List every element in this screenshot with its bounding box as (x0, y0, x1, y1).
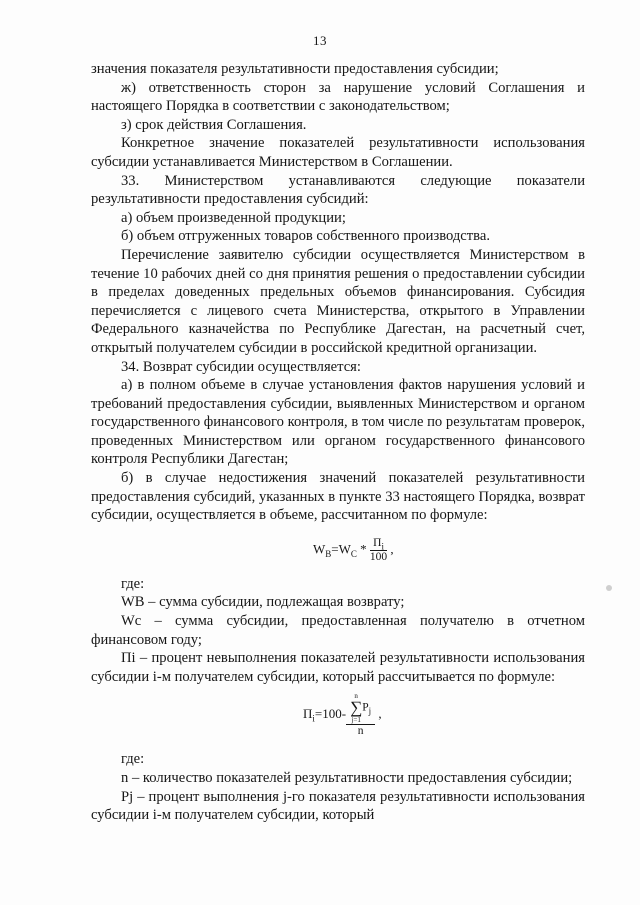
formula-nonfulfillment-fraction: n ∑ j=1 $P_j$ n (346, 692, 375, 738)
formula-refund-fraction: $\frac{П_i}{100}$ (369, 536, 388, 563)
formula-nonfulfillment: $П_i=100-$ n ∑ j=1 $P_j$ n , (303, 692, 382, 738)
paragraph-item-b-34: б) в случае недостижения значений показателей результативности предоставления субсидий, указанных в пункте 33 настоящего Порядка, возврат субсидии, осуществляется в объеме, рассчитанном по формуле: (91, 470, 585, 524)
definition-n: n – количество показателей результативности предоставления субсидии; (121, 770, 573, 786)
definition-pi: Пi – процент невыполнения показателей результативности использования субсидии i-м получателем субсидии, который рассчитывается по формуле: (91, 650, 585, 685)
paragraph-34: 34. Возврат субсидии осуществляется: (121, 358, 361, 375)
paragraph-item-a-34: а) в полном объеме в случае установления фактов нарушения условий и требований предоставления субсидии, выявленных Министерством и органом государственного финансового контроля, в том числе по результатам проверок, проведенных Министерством или органом государственного финансового контроля Республики Дагестан; (91, 377, 585, 468)
paragraph-33: 33. Министерством устанавливаются следующие показатели результативности предоставления субсидий: (91, 172, 585, 208)
where-label-2: где: (121, 751, 145, 768)
paragraph-item-zh: ж) ответственность сторон за нарушение условий Соглашения и настоящего Порядка в соответствии с законодательством; (91, 79, 585, 115)
definition-wc: Wс – сумма субсидии, предоставленная получателю в отчетном финансовом году; (91, 613, 585, 648)
where-label-1: где: (121, 575, 145, 592)
paragraph-indicator-value: Конкретное значение показателей результативности использования субсидии устанавливается Министерством в Соглашении. (91, 135, 585, 170)
formula-refund: $W_В=W_C$ * $\frac{П_i}{100}$ , (313, 536, 394, 563)
page-number: 13 (313, 33, 327, 48)
formula-refund-lhs: W (313, 541, 326, 557)
formula-nonfulfillment-lhs: П (303, 706, 313, 722)
sum-sign: n ∑ j=1 (350, 692, 363, 725)
definition-wb: WВ – сумма субсидии, подлежащая возврату; (121, 594, 405, 611)
paragraph-item-z: з) срок действия Соглашения. (121, 116, 307, 133)
paragraph-item-a-33: а) объем произведенной продукции; (121, 209, 346, 226)
paragraph-continuation: значения показателя результативности предоставления субсидии; (91, 61, 499, 77)
document-body (91, 60, 585, 825)
paragraph-item-b-33: б) объем отгруженных товаров собственного производства. (121, 228, 490, 245)
paragraph-transfer: Перечисление заявителю субсидии осуществляется Министерством в течение 10 рабочих дней со дня принятия решения о предоставлении субсидии в пределах доведенных предельных объемов финансирования. Субсидия перечисляется с лицевого счета Министерства, открытого в Управлении Федерального казначейства по Республике Дагестан, на расчетный счет, открытый получателем субсидии в российской кредитной организации. (91, 246, 585, 356)
definition-pj: Pj – процент выполнения j-го показателя результативности использования субсидии i-м получателем субсидии, который (91, 788, 585, 824)
scan-dot-mark (606, 585, 612, 591)
